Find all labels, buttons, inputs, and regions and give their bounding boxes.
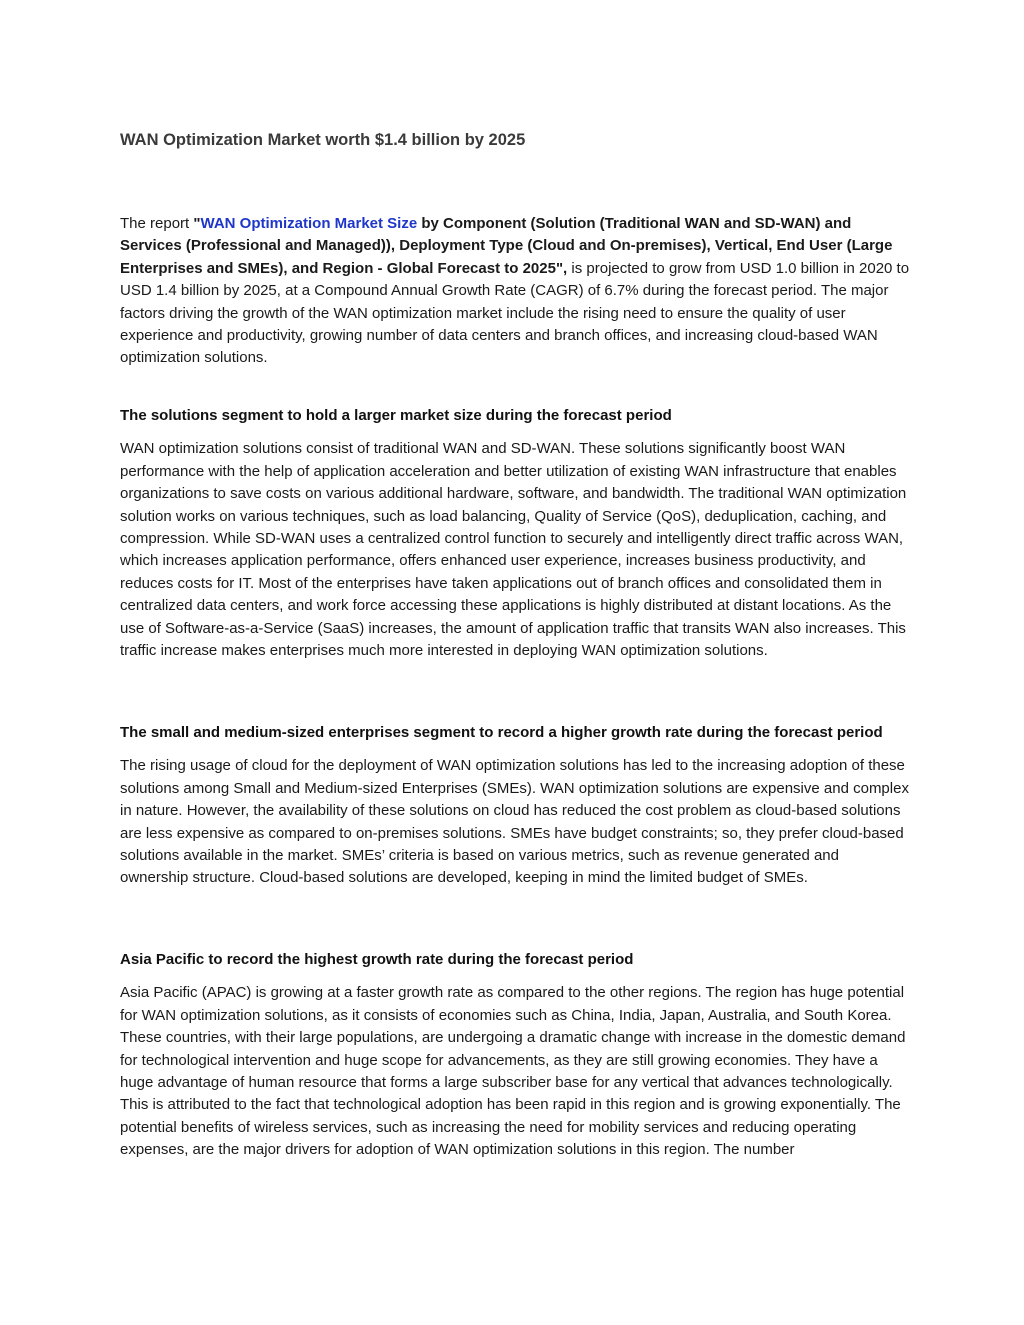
section-body: The rising usage of cloud for the deployment of WAN optimization solutions has led to the increasing adoption of these solutions among Small and Medium-sized Enterprises (SMEs). WAN optimization solutions are expensive and complex in nature. However, the availability of these solutions on cloud has reduced the cost problem as cloud-based solutions are less expensive as compared to on-premises solutions. SMEs have budget constraints; so, they prefer cloud-based solutions available in the market. SMEs’ criteria is based on various metrics, such as revenue generated and ownership structure. Cloud-based solutions are developed, keeping in mind the limited budget of SMEs. <box>120 757 909 887</box>
report-link[interactable]: WAN Optimization Market Size <box>200 215 418 232</box>
intro-prefix: The report <box>120 215 194 232</box>
section-heading: The solutions segment to hold a larger market size during the forecast period <box>120 407 672 424</box>
section-asia-pacific <box>120 949 910 1162</box>
intro-paragraph <box>120 213 910 370</box>
section-body: Asia Pacific (APAC) is growing at a faster growth rate as compared to the other regions. The region has huge potential for WAN optimization solutions, as it consists of economies such as China, India, Japan, Australia, and South Korea. These countries, with their large populations, are undergoing a dramatic change with increase in the domestic demand for technological intervention and huge scope for advancements, as they are still growing economies. They have a huge advantage of human resource that forms a large subscriber base for any vertical that advances technologically. This is attributed to the fact that technological adoption has been rapid in this region and is growing exponentially. The potential benefits of wireless services, such as increasing the need for mobility services and reducing operating expenses, are the major drivers for adoption of WAN optimization solutions in this region. The number <box>120 984 906 1159</box>
section-body: WAN optimization solutions consist of traditional WAN and SD-WAN. These solutions significantly boost WAN performance with the help of application acceleration and better utilization of existing WAN infrastructure that enables organizations to save costs on various additional hardware, software, and bandwidth. The traditional WAN optimization solution works on various techniques, such as load balancing, Quality of Service (QoS), deduplication, caching, and compression. While SD-WAN uses a centralized control function to securely and intelligently direct traffic across WAN, which increases application performance, offers enhanced user experience, increases business productivity, and reduces costs for IT. Most of the enterprises have taken applications out of branch offices and consolidated them in centralized data centers, and work force accessing these applications is highly distributed at distant locations. As the use of Software-as-a-Service (SaaS) increases, the amount of application traffic that transits WAN also increases. This traffic increase makes enterprises much more interested in deploying WAN optimization solutions. <box>120 440 907 660</box>
intro-quote-open: " <box>193 215 201 232</box>
section-heading: Asia Pacific to record the highest growth rate during the forecast period <box>120 951 634 968</box>
section-heading: The small and medium-sized enterprises segment to record a higher growth rate during the forecast period <box>120 724 883 741</box>
section-solutions <box>120 405 910 662</box>
report-full-title: by Component (Solution (Traditional WAN and SD-WAN) and Services (Professional and Managed)), Deployment Type (Cloud and On-premises), Vertical, End User (Large Enterprises and SMEs), and Region - Global Forecast to 2025", <box>120 215 893 277</box>
document-title: WAN Optimization Market worth $1.4 billion by 2025 <box>120 131 526 149</box>
intro-body: is projected to grow from USD 1.0 billion in 2020 to USD 1.4 billion by 2025, at a Compound Annual Growth Rate (CAGR) of 6.7% during the forecast period. The major factors driving the growth of the WAN optimization market include the rising need to ensure the quality of user experience and productivity, growing number of data centers and branch offices, and increasing cloud-based WAN optimization solutions. <box>120 259 910 367</box>
section-smes <box>120 722 910 890</box>
